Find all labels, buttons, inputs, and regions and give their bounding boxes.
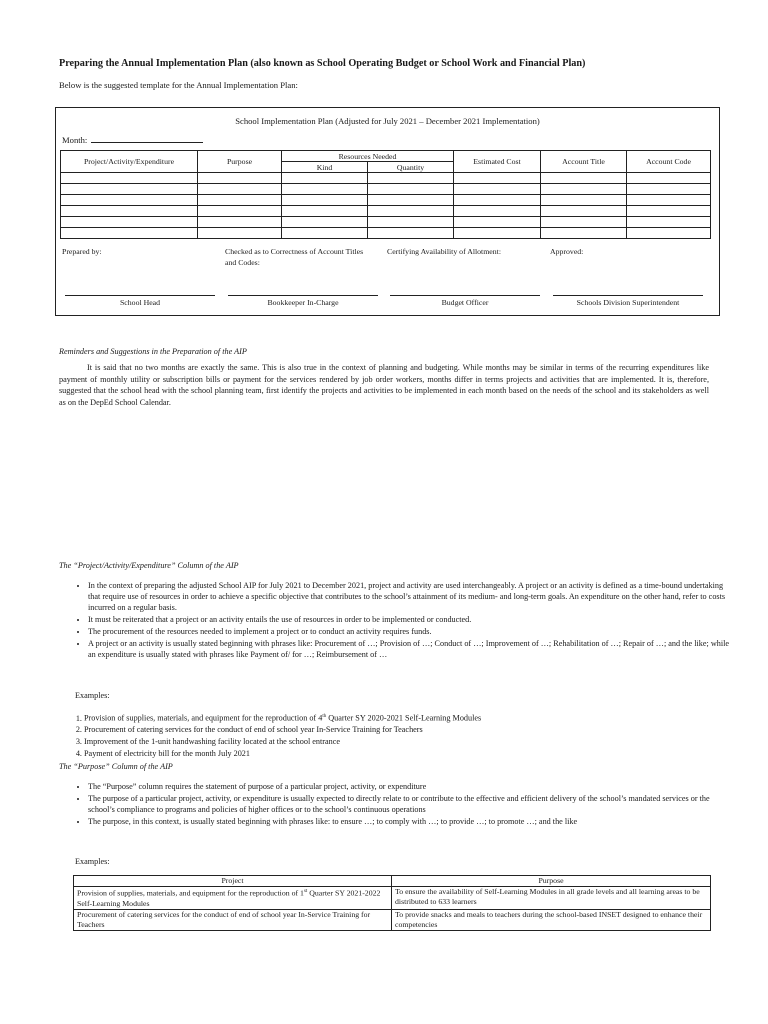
list-item: 4. Payment of electricity bill for the month July 2021 (84, 748, 726, 759)
header-estimated-cost: Estimated Cost (454, 151, 541, 173)
project-column-heading: The “Project/Activity/Expenditure” Column of the AIP (59, 561, 239, 570)
list-item: 3. Improvement of the 1-unit handwashing facility located at the school entrance (84, 736, 726, 747)
table-row (61, 217, 711, 228)
reminders-paragraph: It is said that no two months are exactly the same. This is also true in the context of planning and budgeting. While months may be similar in terms of the recurring expenditures like payment of monthly utility or subscription bills or payment for the services rendered by job order workers, months differ in terms projects and activities that are implemented. It is, therefore, suggested that the school head with the school planning team, first identify the projects and activities to be implemented in each month based on the needs of the school and its stakeholders as well as on the DepEd School Calendar. (59, 363, 709, 407)
header-project: Project/Activity/Expenditure (61, 151, 198, 173)
intro-text: Below is the suggested template for the Annual Implementation Plan: (59, 80, 298, 90)
month-field (62, 133, 203, 145)
month-label: Month: (62, 135, 88, 145)
aip-template-table (60, 150, 711, 239)
table-cell: To ensure the availability of Self-Learning Modules in all grade levels and all learning areas to be distributed to 633 learners (392, 887, 711, 910)
table-row (61, 228, 711, 239)
table-row (74, 909, 711, 930)
prepared-by-label: Prepared by: (62, 247, 102, 256)
list-item: • A project or an activity is usually stated beginning with phrases like: Procurement of …; Provision of …; Conduct of …; Improvement of …; Rehabilitation of …; Repair of …; and the like; while an expenditure is usually stated with phrases like Payment of/ for …; Reimbursement of … (88, 638, 730, 660)
list-item: • The procurement of the resources needed to implement a project or to conduct an activity requires funds. (88, 626, 730, 637)
purpose-examples-table (73, 875, 711, 931)
aip-template-box (55, 107, 720, 316)
header-account-code: Account Code (627, 151, 711, 173)
table-cell: Provision of supplies, materials, and equipment for the reproduction of 1st Quarter SY 2021-2022 Self-Learning Modules (74, 887, 392, 910)
examples-label: Examples: (75, 691, 110, 700)
list-item: • The purpose of a particular project, activity, or expenditure is usually expected to directly relate to or contribute to the effective and efficient delivery of the school’s mandated services or the school’s compliance to programs and policies of higher offices or to the school’s continuous operations (88, 793, 730, 815)
school-head-signature: School Head (65, 295, 215, 307)
header-account-title: Account Title (541, 151, 627, 173)
list-item: 1. Provision of supplies, materials, and equipment for the reproduction of 4th Quarter SY 2020-2021 Self-Learning Modules (84, 711, 726, 724)
list-item: • In the context of preparing the adjusted School AIP for July 2021 to December 2021, project and activity are used interchangeably. A project or an activity is defined as a time-bound undertaking that require use of resources in order to achieve a specific objective that contributes to the school’s attainment of its medium- and long-term goals. An expenditure on the other hand, refer to costs incurred on a regular basis. (88, 580, 730, 614)
template-title: School Implementation Plan (Adjusted for July 2021 – December 2021 Implementation) (235, 116, 540, 126)
table-row (61, 195, 711, 206)
reminders-heading: Reminders and Suggestions in the Preparation of the AIP (59, 347, 247, 356)
examples-label: Examples: (75, 857, 110, 866)
header-project: Project (74, 876, 392, 887)
header-purpose: Purpose (392, 876, 711, 887)
list-item: • The purpose, in this context, is usually stated beginning with phrases like: to ensure …; to comply with …; to provide …; to promote …; and the like (88, 816, 730, 827)
table-row (61, 184, 711, 195)
approved-label: Approved: (550, 247, 584, 256)
table-cell: Procurement of catering services for the conduct of end of school year In-Service Training for Teachers (74, 909, 392, 930)
project-column-bullets (70, 580, 730, 660)
header-resources: Resources Needed (282, 151, 454, 162)
list-item: • It must be reiterated that a project or an activity entails the use of resources in order to be implemented or conducted. (88, 614, 730, 625)
document-title: Preparing the Annual Implementation Plan (also known as School Operating Budget or School Work and Financial Plan) (59, 58, 586, 69)
list-item: • The “Purpose” column requires the statement of purpose of a particular project, activity, or expenditure (88, 781, 730, 792)
superintendent-signature: Schools Division Superintendent (553, 295, 703, 307)
purpose-column-bullets (70, 781, 730, 827)
table-cell: To provide snacks and meals to teachers during the school-based INSET designed to enhance their competencies (392, 909, 711, 930)
project-examples-list (66, 711, 726, 760)
table-row (61, 206, 711, 217)
certifying-label: Certifying Availability of Allotment: (387, 247, 501, 256)
header-kind: Kind (282, 162, 368, 173)
table-row (61, 173, 711, 184)
purpose-column-heading: The “Purpose” Column of the AIP (59, 762, 173, 771)
month-blank-line (91, 133, 203, 143)
budget-officer-signature: Budget Officer (390, 295, 540, 307)
list-item: 2. Procurement of catering services for the conduct of end of school year In-Service Training for Teachers (84, 724, 726, 735)
header-quantity: Quantity (368, 162, 454, 173)
bookkeeper-signature: Bookkeeper In-Charge (228, 295, 378, 307)
table-row (74, 887, 711, 910)
header-purpose: Purpose (198, 151, 282, 173)
checked-label: Checked as to Correctness of Account Titles and Codes: (225, 247, 364, 267)
